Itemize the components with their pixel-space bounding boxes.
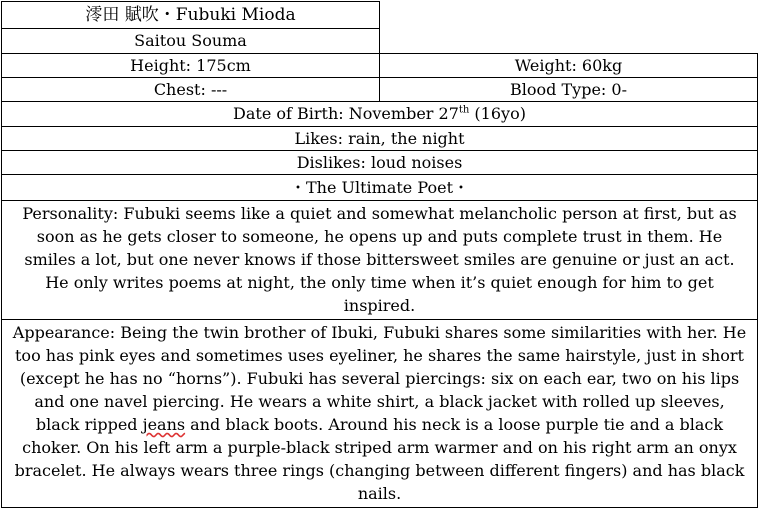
dislikes-cell bbox=[1, 150, 758, 175]
dob-prefix: Date of Birth: November 27 bbox=[233, 104, 459, 123]
character-name: 澪田 賦吹・Fubuki Mioda bbox=[85, 5, 296, 25]
spellcheck-flagged-word[interactable]: jeans bbox=[142, 415, 186, 434]
appearance-text-part2: and black boots. Around his neck is a loose purple tie and a black choker. On his left arm a purple-black striped arm warmer and on his right arm an onyx bracelet. He always wears three rings (changing between different fingers) and has black nails. bbox=[14, 415, 745, 503]
height-value: Height: 175cm bbox=[130, 55, 251, 75]
likes-cell bbox=[1, 126, 758, 151]
dislikes-value: Dislikes: loud noises bbox=[296, 152, 463, 172]
voice-actor-cell bbox=[1, 28, 380, 54]
personality-text: Personality: Fubuki seems like a quiet and somewhat melancholic person at first, but as soon as he gets closer to someone, he opens up and puts complete trust in them. He smiles a lot, but one never knows if those bittersweet smiles are genuine or just an act. He only writes poems at night, the only time when it’s quiet enough for him to get inspired. bbox=[22, 204, 737, 315]
chest-cell bbox=[1, 77, 380, 102]
voice-actor: Saitou Souma bbox=[134, 31, 247, 50]
height-cell bbox=[1, 53, 380, 78]
chest-value: Chest: --- bbox=[153, 79, 228, 99]
dob-suffix: (16yo) bbox=[469, 104, 526, 123]
name-cell bbox=[1, 1, 380, 29]
blood-type-cell bbox=[379, 77, 758, 102]
appearance-cell bbox=[1, 319, 758, 508]
weight-cell bbox=[379, 53, 758, 78]
blood-type-value: Blood Type: 0- bbox=[510, 79, 627, 99]
weight-value: Weight: 60kg bbox=[514, 55, 623, 75]
personality-cell bbox=[1, 200, 758, 320]
appearance-text-part1: Appearance: Being the twin brother of Ibuki, Fubuki shares some similarities with her. He too has pink eyes and sometimes uses eyeliner, he shares the same hairstyle, just in short (except he has no “horns”). Fubuki has several piercings: six on each ear, two on his lips and one navel piercing. He wears a white shirt, a black jacket with rolled up sleeves, black ripped bbox=[12, 323, 747, 434]
talent-value: ・The Ultimate Poet・ bbox=[289, 177, 470, 197]
likes-value: Likes: rain, the night bbox=[294, 128, 465, 148]
dob-cell bbox=[1, 101, 758, 127]
dob-ordinal: th bbox=[458, 104, 470, 116]
talent-cell bbox=[1, 174, 758, 201]
dob-value bbox=[233, 104, 526, 124]
